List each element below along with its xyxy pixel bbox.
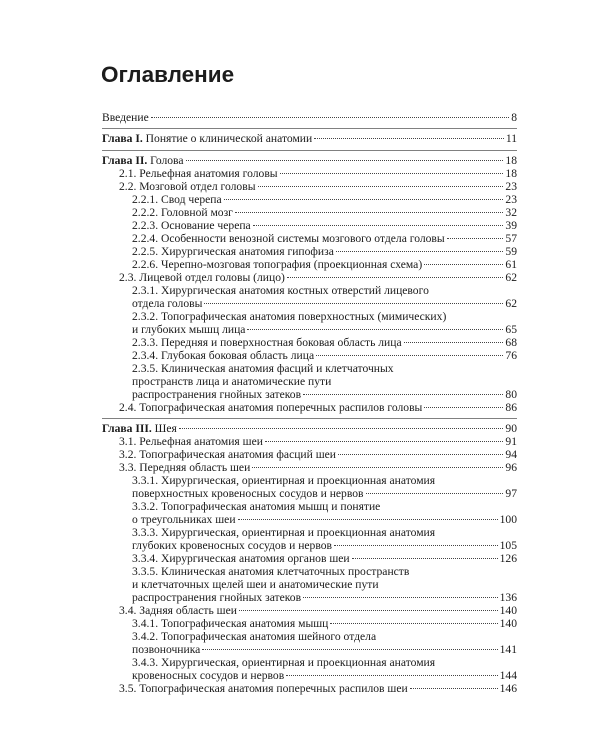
toc-entry-title: 2.2.6. Черепно-мозговая топография (проекционная схема) [132,258,423,271]
dot-leader [424,407,503,408]
toc-section[interactable] [119,461,517,474]
toc-entry-title: распространения гнойных затеков [132,591,302,604]
toc-subsection[interactable] [132,193,517,206]
dot-leader [186,160,504,161]
toc-entry-title: 2.2.3. Основание черепа [132,219,251,232]
dot-leader [410,688,498,689]
dot-leader [424,264,503,265]
toc-entry-title: 3.3.4. Хирургическая анатомия органов шеи [132,552,350,565]
dot-leader [238,519,498,520]
toc-entry-title: 3.4.3. Хирургическая, ориентирная и проекционная анатомия [132,656,436,669]
toc-subsection[interactable] [132,552,517,565]
dot-leader [366,493,504,494]
dot-leader [286,675,497,676]
toc-section[interactable] [119,401,517,414]
toc-subsection-title-line[interactable] [132,630,517,643]
toc-entry-title: поверхностных кровеносных сосудов и нервов [132,487,364,500]
toc-entry-title: 3.4.2. Топографическая анатомия шейного отдела [132,630,377,643]
toc-entry-page: 65 [505,323,517,336]
toc-entry-page: 8 [511,111,517,124]
dot-leader [265,441,503,442]
toc-entry-title: 3.3.2. Топографическая анатомия мышц и понятие [132,500,381,513]
toc-section[interactable] [119,180,517,193]
dot-leader [404,342,504,343]
toc-subsection[interactable] [132,323,517,336]
toc-entry-page: 146 [499,682,517,695]
toc-entry-title: 2.3.3. Передняя и поверхностная боковая область лица [132,336,402,349]
toc-subsection-title-line[interactable] [132,284,517,297]
toc-entry-page: 23 [505,193,517,206]
toc-section[interactable] [119,435,517,448]
toc-entry-page: 140 [499,617,517,630]
toc-entry-page: 105 [499,539,517,552]
toc-entry-page: 140 [499,604,517,617]
toc-subsection-title-line[interactable] [132,375,517,388]
toc-entry-title: 2.2.2. Головной мозг [132,206,233,219]
toc-entry-page: 97 [505,487,517,500]
dot-leader [224,199,504,200]
toc-subsection-title-line[interactable] [132,565,517,578]
chapter-divider [102,128,517,129]
toc-entry-title: о треугольниках шеи [132,513,236,526]
toc-subsection[interactable] [132,643,517,656]
dot-leader [239,610,498,611]
dot-leader [151,117,509,118]
toc-entry-title: и глубоких мышц лица [132,323,246,336]
dot-leader [280,173,504,174]
dot-leader [303,394,503,395]
toc-subsection[interactable] [132,513,517,526]
toc-subsection[interactable] [132,336,517,349]
dot-leader [330,623,497,624]
toc-entry-title: и клетчаточных щелей шеи и анатомические пути [132,578,379,591]
dot-leader [179,428,504,429]
dot-leader [303,597,498,598]
dot-leader [316,355,503,356]
toc-entry-title: 2.3.5. Клиническая анатомия фасций и клетчаточных [132,362,394,375]
toc-entry-title: 3.3.3. Хирургическая, ориентирная и проекционная анатомия [132,526,436,539]
toc-entry-title: глубоких кровеносных сосудов и нервов [132,539,333,552]
toc-subsection[interactable] [132,245,517,258]
toc-subsection-title-line[interactable] [132,310,517,323]
toc-entry-title: 3.3.1. Хирургическая, ориентирная и проекционная анатомия [132,474,436,487]
toc-entry-page: 18 [505,154,517,167]
dot-leader [253,225,504,226]
toc-entry-title: 2.2.1. Свод черепа [132,193,222,206]
toc-entry-page: 62 [505,271,517,284]
toc-subsection-title-line[interactable] [132,500,517,513]
toc-subsection-title-line[interactable] [132,578,517,591]
toc-section[interactable] [119,604,517,617]
toc-entry-page: 59 [505,245,517,258]
toc-entry-page: 23 [505,180,517,193]
toc-entry-title: 3.1. Рельефная анатомия шеи [119,435,263,448]
toc-section[interactable] [119,271,517,284]
dot-leader [352,558,498,559]
toc-section[interactable] [119,448,517,461]
toc-entry-title: позвоночника [132,643,201,656]
toc-subsection[interactable] [132,669,517,682]
toc-entry-title: 2.3.4. Глубокая боковая область лица [132,349,315,362]
toc-entry-page: 96 [505,461,517,474]
toc-entry-title: 2.4. Топографическая анатомия поперечных распилов головы [119,401,423,414]
toc-entry-intro[interactable] [102,111,517,124]
toc-entry-title: 2.2.4. Особенности венозной системы мозгового отдела головы [132,232,445,245]
dot-leader [247,329,503,330]
toc-entry-title: 2.1. Рельефная анатомия головы [119,167,278,180]
toc-entry-page: 32 [505,206,517,219]
toc-entry-page: 100 [499,513,517,526]
toc-entry-title: 3.3.5. Клиническая анатомия клетчаточных пространств [132,565,410,578]
toc-section[interactable] [119,682,517,695]
toc-entry-title: 2.3.1. Хирургическая анатомия костных отверстий лицевого [132,284,429,297]
toc-entry-title: 2.3.2. Топографическая анатомия поверхностных (мимических) [132,310,447,323]
toc-entry-title: 3.3. Передняя область шеи [119,461,251,474]
toc-subsection[interactable] [132,487,517,500]
chapter-divider [102,150,517,151]
toc-entry-page: 39 [505,219,517,232]
toc-entry-page: 61 [505,258,517,271]
toc-entry-title: отдела головы [132,297,203,310]
toc-entry-page: 136 [499,591,517,604]
toc-chapter-3[interactable] [102,422,517,435]
toc-entry-title: Введение [102,111,149,124]
toc-entry-title: 2.2. Мозговой отдел головы [119,180,256,193]
toc-chapter-1[interactable] [102,132,517,145]
dot-leader [204,303,503,304]
toc-section[interactable] [119,167,517,180]
dot-leader [338,454,503,455]
toc-entry-title: 3.5. Топографическая анатомия поперечных распилов шеи [119,682,408,695]
toc-subsection[interactable] [132,591,517,604]
dot-leader [202,649,497,650]
dot-leader [252,467,503,468]
toc-entry-page: 91 [505,435,517,448]
dot-leader [314,138,504,139]
toc-subsection[interactable] [132,232,517,245]
toc-subsection-title-line[interactable] [132,362,517,375]
toc-entry-page: 11 [505,132,517,145]
dot-leader [334,545,498,546]
toc-subsection[interactable] [132,206,517,219]
toc-entry-title: 3.4.1. Топографическая анатомия мышц [132,617,329,630]
toc-entry-page: 57 [505,232,517,245]
toc-subsection-title-line[interactable] [132,474,517,487]
toc-entry-title: Глава I. Понятие о клинической анатомии [102,132,313,145]
toc-entry-page: 18 [505,167,517,180]
toc-subsection[interactable] [132,349,517,362]
toc-subsection[interactable] [132,539,517,552]
toc-subsection-title-line[interactable] [132,526,517,539]
dot-leader [258,186,504,187]
toc-entry-title: пространств лица и анатомические пути [132,375,332,388]
toc-entry-title: 2.3. Лицевой отдел головы (лицо) [119,271,285,284]
dot-leader [336,251,504,252]
toc-subsection[interactable] [132,219,517,232]
toc-entry-title: 3.4. Задняя область шеи [119,604,237,617]
dot-leader [235,212,503,213]
dot-leader [287,277,504,278]
toc-entry-title: 3.2. Топографическая анатомия фасций шеи [119,448,337,461]
chapter-divider [102,418,517,419]
toc-entry-title: Глава II. Голова [102,154,184,167]
toc-entry-title: кровеносных сосудов и нервов [132,669,285,682]
toc-entry-page: 126 [499,552,517,565]
toc-entry-title: Глава III. Шея [102,422,177,435]
toc-chapter-2[interactable] [102,154,517,167]
dot-leader [447,238,504,239]
toc-entry-page: 141 [499,643,517,656]
toc-subsection[interactable] [132,258,517,271]
toc-entry-title: 2.2.5. Хирургическая анатомия гипофиза [132,245,334,258]
toc-entry-page: 94 [505,448,517,461]
toc-subsection[interactable] [132,297,517,310]
toc-entry-page: 144 [499,669,517,682]
toc-entry-page: 76 [505,349,517,362]
toc-entry-page: 90 [505,422,517,435]
toc-subsection-title-line[interactable] [132,656,517,669]
toc-subsection[interactable] [132,617,517,630]
toc-entry-page: 80 [505,388,517,401]
toc-entry-page: 68 [505,336,517,349]
toc-entry-page: 86 [505,401,517,414]
toc-entry-title: распространения гнойных затеков [132,388,302,401]
toc-heading: Оглавление [101,62,235,87]
toc-subsection[interactable] [132,388,517,401]
toc-entry-page: 62 [505,297,517,310]
